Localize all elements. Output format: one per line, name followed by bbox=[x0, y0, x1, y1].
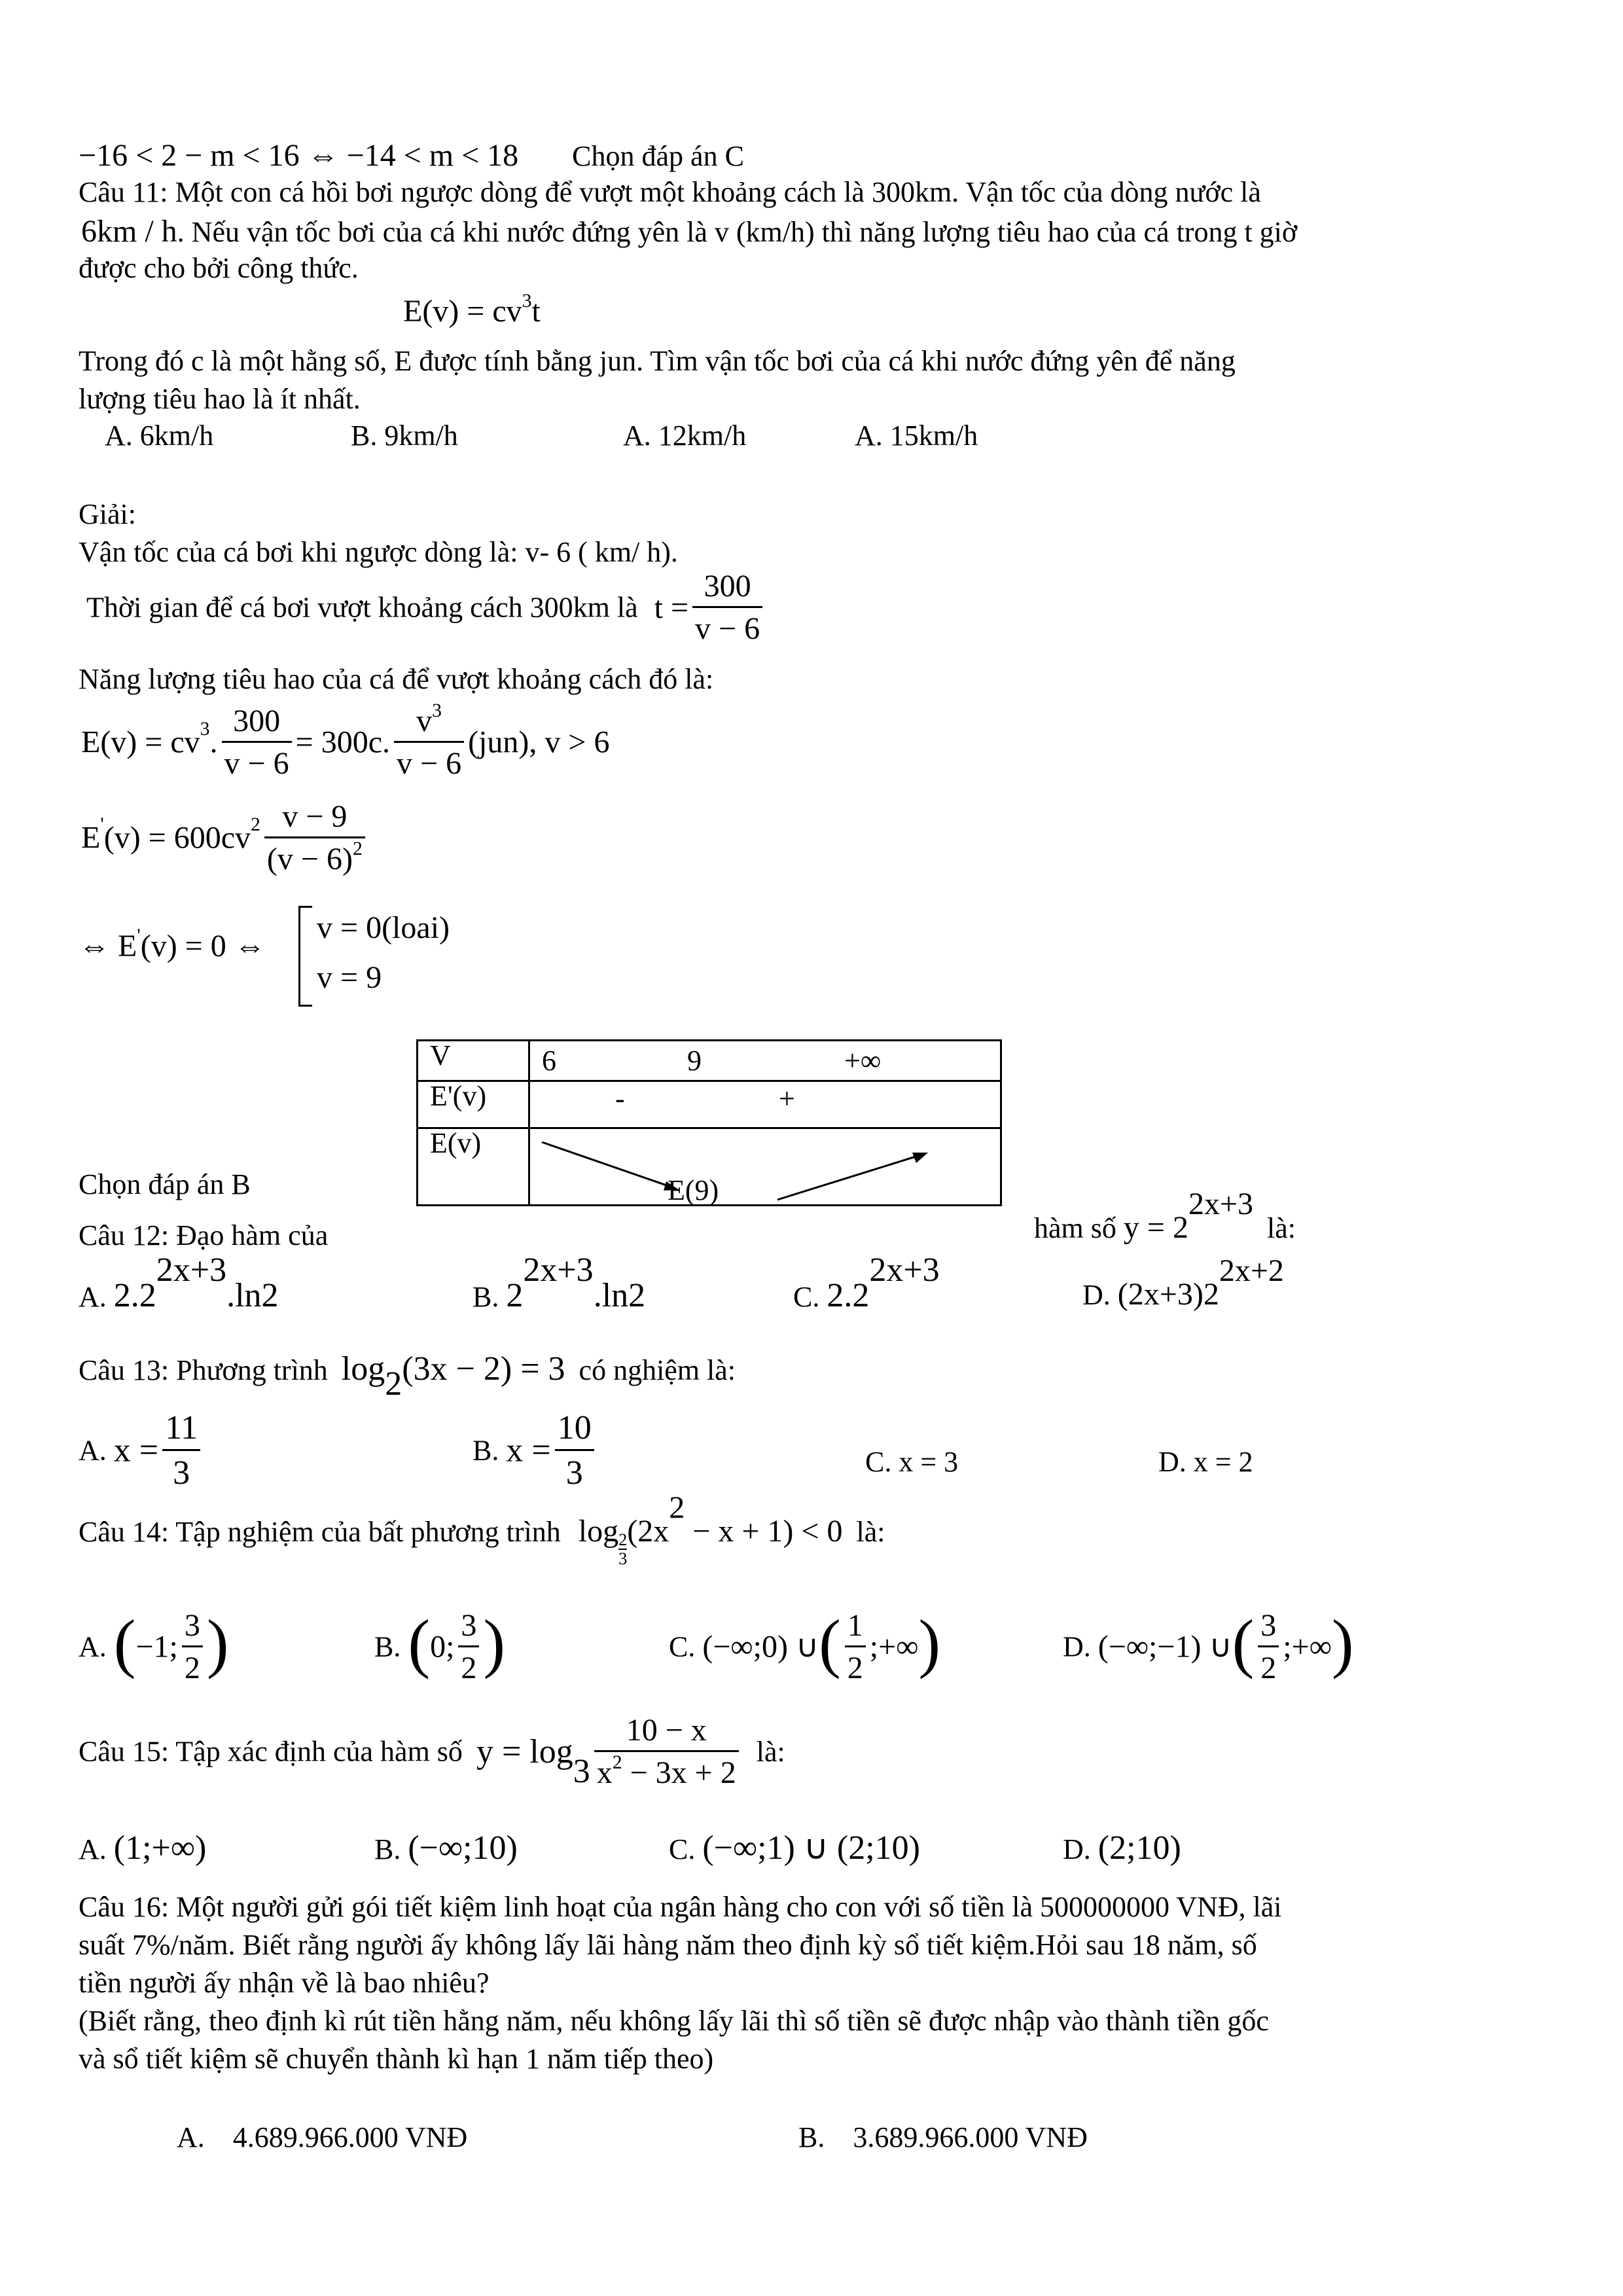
q14-d-den: 2 bbox=[1260, 1651, 1277, 1685]
q16-line1: Câu 16: Một người gửi gói tiết kiệm linh hoạt của ngân hàng cho con với số tiền là 500000000 VNĐ, lãi bbox=[79, 1891, 1282, 1923]
q11-option-a: A. 6km/h bbox=[105, 420, 214, 452]
q15-num: 10 − x bbox=[594, 1715, 739, 1752]
q14-left: Câu 14: Tập nghiệm của bất phương trình bbox=[79, 1516, 561, 1548]
q14-a-label: A. bbox=[79, 1630, 107, 1663]
solution-step2 bbox=[86, 571, 766, 645]
e3-left: ⇔ E bbox=[79, 929, 137, 963]
q13-left: Câu 13: Phương trình bbox=[79, 1354, 328, 1386]
energy-formula bbox=[403, 289, 541, 329]
q12-right-text: hàm số bbox=[1034, 1212, 1116, 1244]
q12-end: là: bbox=[1267, 1212, 1296, 1244]
q14-d-inner2: ;+∞ bbox=[1283, 1629, 1332, 1664]
table-row-E bbox=[529, 1128, 1001, 1206]
q12-option-c bbox=[793, 1251, 940, 1314]
answer-choice-b: Chọn đáp án B bbox=[79, 1168, 251, 1200]
e3-prime: ' bbox=[137, 924, 141, 946]
case-2: v = 9 bbox=[317, 960, 382, 995]
q14-c-fraction bbox=[845, 1610, 866, 1684]
answer-choice-c: Chọn đáp án C bbox=[572, 140, 744, 172]
q13-b-x: x = bbox=[506, 1431, 551, 1469]
q13-b-fraction bbox=[555, 1411, 594, 1490]
solution-step1: Vận tốc của cá bơi khi ngược dòng là: v- 6 ( km/ h). bbox=[79, 536, 678, 568]
q14-base-num: 2 bbox=[618, 1530, 628, 1549]
q13-b-label: B. bbox=[473, 1434, 499, 1467]
q13-option-b bbox=[473, 1411, 598, 1490]
q12-function: y = 2 bbox=[1123, 1210, 1188, 1245]
q14-option-b: B. (0; $\frac{3}{2}$ ) bbox=[374, 1605, 506, 1685]
v-inf: +∞ bbox=[844, 1045, 882, 1077]
e1-left: E(v) = cv bbox=[81, 725, 200, 760]
q14-base-den: 3 bbox=[618, 1549, 628, 1569]
q14-option-c: C. (−∞;0) ∪( $\frac{1}{2}$ ;+∞) bbox=[669, 1605, 941, 1685]
step2-text: Thời gian để cá bơi vượt khoảng cách 300km là bbox=[86, 591, 638, 624]
q14-a-inner: −1; bbox=[135, 1629, 178, 1664]
e2-den-exp: 2 bbox=[352, 837, 363, 859]
q14-option-a: A. (−1; $\frac{3}{2}$ ) bbox=[79, 1605, 229, 1685]
e1-num2: v bbox=[416, 704, 433, 738]
q12-c-base: 2.2 bbox=[827, 1277, 870, 1314]
q14-log: log bbox=[578, 1514, 619, 1549]
q13-stem bbox=[79, 1350, 736, 1403]
e1-num2-exp: 3 bbox=[432, 699, 442, 721]
q12-function-exp: 2x+3 bbox=[1188, 1187, 1254, 1221]
e1-fraction2 bbox=[394, 699, 464, 781]
q13-a-fraction bbox=[162, 1411, 200, 1490]
time-denominator: v − 6 bbox=[695, 611, 760, 646]
energy-expression: $E(v) = cv^3$. $\frac{300}{v - 6}$ = 300c. $\frac{v^3}{v - 6}$ (jun), v > 6 bbox=[81, 699, 610, 781]
q15-a-value: (1;+∞) bbox=[113, 1829, 207, 1867]
q11-option-b: B. 9km/h bbox=[351, 420, 458, 452]
q14-expr-a: (2x bbox=[627, 1514, 669, 1549]
e1-num1: 300 bbox=[222, 706, 292, 743]
e1-den2: v − 6 bbox=[397, 746, 462, 781]
q12-a-label: A. bbox=[79, 1281, 107, 1313]
q11-line5: lượng tiêu hao là ít nhất. bbox=[79, 383, 361, 415]
q16-a-label: A. bbox=[177, 2121, 205, 2153]
q14-a-fraction bbox=[182, 1610, 203, 1684]
variation-arrows bbox=[530, 1129, 988, 1202]
inequality: −16 < 2 − m < 16 ⇔ −14 < m < 18 bbox=[79, 138, 519, 173]
q12-d-base: (2x+3)2 bbox=[1117, 1277, 1219, 1312]
decreasing-arrow bbox=[542, 1142, 674, 1188]
inequality-line bbox=[79, 140, 744, 171]
e1-den1: v − 6 bbox=[224, 746, 289, 781]
min-value: E(9) bbox=[668, 1174, 719, 1206]
q11-line2-text: . Nếu vận tốc bơi của cá khi nước đứng yên là v (km/h) thì năng lượng tiêu hao của cá trong t giờ bbox=[177, 216, 1298, 248]
solution-step3: Năng lượng tiêu hao của cá để vượt khoảng cách đó là: bbox=[79, 663, 714, 695]
q15-option-b bbox=[374, 1831, 518, 1865]
q12-right bbox=[1034, 1187, 1296, 1245]
q11-line3: được cho bởi công thức. bbox=[79, 252, 359, 284]
q12-a-base: 2.2 bbox=[113, 1277, 156, 1314]
e3-mid: (v) = 0 ⇔ bbox=[140, 929, 266, 963]
v-9: 9 bbox=[687, 1045, 702, 1077]
q12-b-end: .ln2 bbox=[593, 1277, 646, 1314]
q14-c-den: 2 bbox=[847, 1651, 863, 1685]
e1-fraction1 bbox=[222, 706, 292, 780]
q15-function: y = log bbox=[476, 1732, 573, 1770]
time-numerator: 300 bbox=[692, 571, 762, 608]
q14-expr-exp: 2 bbox=[669, 1490, 685, 1525]
q16-line2: suất 7%/năm. Biết rằng người ấy không lấy lãi hàng năm theo định kỳ sổ tiết kiệm.Hỏi sau 18 năm, số bbox=[79, 1929, 1257, 1961]
q16-option-b bbox=[798, 2123, 1088, 2152]
table-row-v bbox=[529, 1041, 1001, 1081]
q15-base: 3 bbox=[573, 1752, 590, 1790]
q11-line2 bbox=[79, 216, 1297, 247]
e1-mid: = 300c. bbox=[295, 725, 390, 760]
q12-option-a bbox=[79, 1251, 279, 1314]
q16-option-a bbox=[177, 2123, 467, 2152]
q15-fraction bbox=[594, 1715, 739, 1789]
q15-option-d bbox=[1063, 1831, 1181, 1865]
increasing-arrow bbox=[777, 1155, 920, 1200]
derivative-expression bbox=[81, 801, 369, 875]
q15-den-x: x bbox=[596, 1755, 613, 1790]
sign-plus: + bbox=[779, 1083, 795, 1115]
q16-a-value: 4.689.966.000 VNĐ bbox=[232, 2121, 468, 2153]
q14-expr-b: − x + 1) < 0 bbox=[685, 1514, 843, 1549]
q15-b-label: B. bbox=[374, 1833, 401, 1865]
e2-e: E bbox=[81, 820, 101, 855]
q13-option-d: D. x = 2 bbox=[1158, 1446, 1253, 1478]
q14-stem bbox=[79, 1490, 885, 1569]
q16-b-label: B. bbox=[798, 2121, 825, 2153]
formula-exp: 3 bbox=[522, 289, 532, 312]
q12-d-exp: 2x+2 bbox=[1219, 1253, 1284, 1288]
q15-stem bbox=[79, 1715, 785, 1789]
q14-a-den: 2 bbox=[184, 1651, 200, 1685]
q12-c-exp: 2x+3 bbox=[869, 1251, 940, 1289]
q14-b-den: 2 bbox=[461, 1651, 477, 1685]
q15-b-value: (−∞;10) bbox=[408, 1829, 518, 1867]
variation-table bbox=[416, 1039, 1002, 1206]
e1-end: (jun), v > 6 bbox=[468, 725, 610, 760]
q15-end: là: bbox=[756, 1735, 785, 1768]
table-header-v: V bbox=[418, 1041, 529, 1081]
q11-option-d: A. 15km/h bbox=[855, 420, 978, 452]
q12-b-exp: 2x+3 bbox=[523, 1251, 594, 1289]
q13-end: có nghiệm là: bbox=[579, 1354, 736, 1386]
q13-option-c: C. x = 3 bbox=[865, 1446, 959, 1478]
e2-exp: 2 bbox=[251, 814, 260, 836]
sign-minus: - bbox=[615, 1083, 625, 1115]
time-fraction bbox=[692, 571, 762, 645]
q12-b-base: 2 bbox=[506, 1277, 524, 1314]
q14-b-fraction bbox=[458, 1610, 479, 1684]
e2-fraction bbox=[264, 801, 365, 875]
q15-option-c bbox=[669, 1831, 920, 1865]
q15-c-label: C. bbox=[669, 1833, 696, 1865]
q15-c-value: (−∞;1) ∪ (2;10) bbox=[702, 1829, 920, 1867]
q13-equation: (3x − 2) = 3 bbox=[402, 1350, 565, 1388]
q15-left: Câu 15: Tập xác định của hàm số bbox=[79, 1735, 463, 1768]
q15-option-a bbox=[79, 1831, 206, 1865]
v-6: 6 bbox=[542, 1045, 556, 1077]
q12-option-d bbox=[1082, 1253, 1284, 1312]
q12-d-label: D. bbox=[1082, 1279, 1111, 1311]
e2-prime: ' bbox=[100, 814, 104, 836]
q13-b-den: 3 bbox=[565, 1454, 583, 1492]
e2-den: (v − 6) bbox=[266, 842, 353, 876]
q11-line1: Câu 11: Một con cá hồi bơi ngược dòng để vượt một khoảng cách là 300km. Vận tốc của dòng nước là bbox=[79, 176, 1261, 208]
q14-end: là: bbox=[856, 1516, 885, 1548]
q16-line5: và sổ tiết kiệm sẽ chuyển thành kì hạn 1 năm tiếp theo) bbox=[79, 2043, 714, 2075]
formula-left: E(v) = cv bbox=[403, 294, 522, 329]
q14-c-num: 1 bbox=[845, 1610, 866, 1647]
q14-b-inner: 0; bbox=[430, 1629, 455, 1664]
increasing-arrowhead bbox=[912, 1153, 928, 1163]
q12-a-exp: 2x+3 bbox=[156, 1251, 227, 1289]
q14-d-inner1: (−∞;−1) ∪ bbox=[1097, 1629, 1232, 1664]
q14-d-fraction bbox=[1258, 1610, 1279, 1684]
q14-d-num: 3 bbox=[1258, 1610, 1279, 1647]
q12-a-end: .ln2 bbox=[226, 1277, 279, 1314]
current-speed: 6km / h bbox=[81, 214, 177, 249]
q12-b-label: B. bbox=[473, 1281, 499, 1313]
q14-option-d: D. (−∞;−1) ∪( $\frac{3}{2}$ ;+∞) bbox=[1063, 1605, 1354, 1685]
q14-c-inner2: ;+∞ bbox=[869, 1629, 919, 1664]
q15-d-value: (2;10) bbox=[1097, 1829, 1181, 1867]
case-1: v = 0(loai) bbox=[317, 910, 450, 945]
e2-left: (v) = 600cv bbox=[103, 820, 251, 855]
q13-log: log bbox=[341, 1350, 385, 1388]
q12-option-b bbox=[473, 1251, 646, 1314]
formula-right: t bbox=[531, 294, 541, 329]
q13-a-x: x = bbox=[113, 1431, 159, 1469]
q16-line3: tiền người ấy nhận về là bao nhiêu? bbox=[79, 1967, 490, 1999]
q13-b-num: 10 bbox=[555, 1411, 594, 1451]
case-bracket bbox=[298, 906, 312, 1007]
q16-b-value: 3.689.966.000 VNĐ bbox=[853, 2121, 1088, 2153]
e1-exp: 3 bbox=[200, 718, 210, 740]
q14-base bbox=[618, 1531, 627, 1568]
q15-den-rest: − 3x + 2 bbox=[622, 1755, 736, 1790]
q16-line4: (Biết rằng, theo định kì rút tiền hằng năm, nếu không lấy lãi thì số tiền sẽ được nhập vào thành tiền gốc bbox=[79, 2005, 1269, 2037]
step2-t: t = bbox=[654, 590, 689, 625]
q14-c-inner1: (−∞;0) ∪ bbox=[702, 1629, 819, 1664]
q12-c-label: C. bbox=[793, 1281, 820, 1313]
q11-option-c: A. 12km/h bbox=[623, 420, 747, 452]
q14-a-num: 3 bbox=[182, 1610, 203, 1647]
table-header-dE: E'(v) bbox=[418, 1081, 529, 1128]
q11-line4: Trong đó c là một hằng số, E được tính bằng jun. Tìm vận tốc bơi của cá khi nước đứng yên để năng bbox=[79, 345, 1236, 377]
q13-a-label: A. bbox=[79, 1434, 107, 1467]
table-header-E: E(v) bbox=[418, 1128, 529, 1206]
q14-b-label: B. bbox=[374, 1630, 401, 1663]
q15-d-label: D. bbox=[1063, 1833, 1091, 1865]
e2-num: v − 9 bbox=[264, 801, 365, 838]
q14-d-label: D. bbox=[1063, 1630, 1091, 1663]
table-row-dE bbox=[529, 1081, 1001, 1128]
q13-a-num: 11 bbox=[162, 1411, 200, 1451]
q14-b-num: 3 bbox=[458, 1610, 479, 1647]
q14-c-label: C. bbox=[669, 1630, 696, 1663]
q13-base: 2 bbox=[385, 1365, 402, 1403]
q13-a-den: 3 bbox=[173, 1454, 190, 1492]
q12-left: Câu 12: Đạo hàm của bbox=[79, 1219, 329, 1251]
derivative-zero bbox=[79, 924, 266, 963]
q15-den-exp: 2 bbox=[612, 1751, 622, 1773]
solution-title: Giải: bbox=[79, 498, 136, 530]
q15-a-label: A. bbox=[79, 1833, 107, 1865]
q13-option-a bbox=[79, 1411, 204, 1490]
